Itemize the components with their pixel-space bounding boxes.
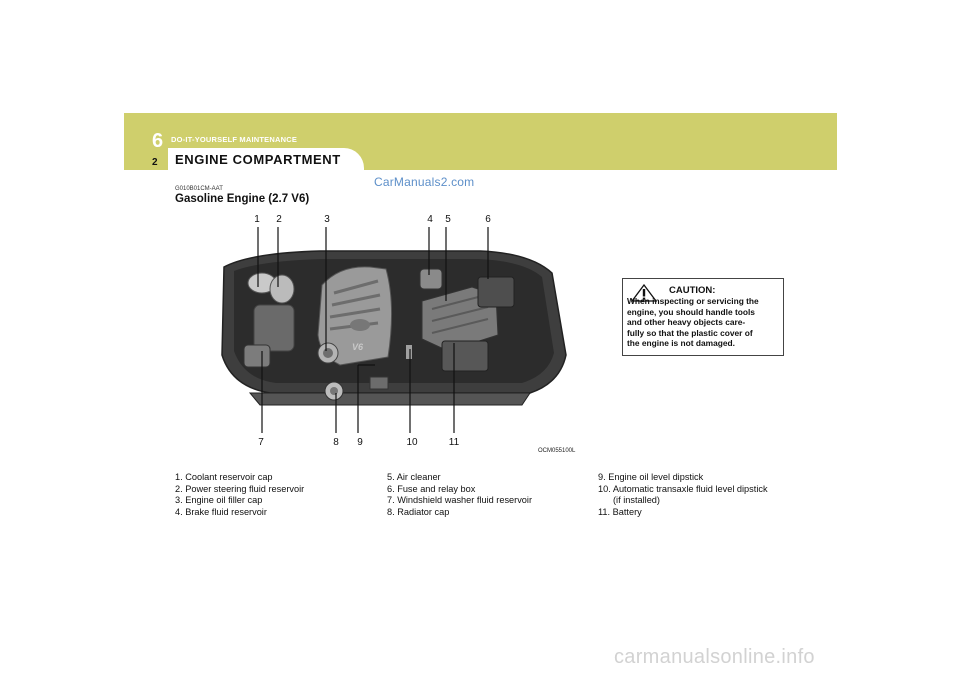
- callout-3: 3: [324, 214, 330, 225]
- figure-code: OCM055100L: [538, 448, 576, 454]
- engine-badge: V6: [352, 342, 364, 352]
- watermark-bottom: carmanualsonline.info: [614, 646, 815, 668]
- legend-item: 11. Battery: [598, 506, 642, 517]
- callout-6: 6: [485, 214, 491, 225]
- engine-figure: [210, 205, 590, 455]
- caution-line: engine, you should handle tools: [627, 306, 755, 317]
- callout-2: 2: [276, 214, 282, 225]
- legend-item: 2. Power steering fluid reservoir: [175, 483, 305, 494]
- legend-column-1: [175, 472, 304, 518]
- caution-title: CAUTION:: [669, 285, 716, 296]
- callout-11: 11: [448, 437, 460, 448]
- legend-item-continuation: (if installed): [613, 495, 660, 506]
- legend-column-2: [387, 472, 532, 518]
- caution-body: [627, 296, 781, 349]
- callout-1: 1: [254, 214, 260, 225]
- callout-5: 5: [445, 214, 451, 225]
- legend-item: 3. Engine oil filler cap: [175, 495, 263, 506]
- legend-item: 4. Brake fluid reservoir: [175, 506, 267, 517]
- legend-item: 5. Air cleaner: [387, 472, 441, 482]
- callout-10: 10: [406, 437, 418, 448]
- legend-column-3: [598, 472, 768, 518]
- caution-line: When inspecting or servicing the: [627, 296, 759, 306]
- chapter-number: 6: [152, 130, 164, 152]
- callout-8: 8: [333, 437, 339, 448]
- legend-item: 7. Windshield washer fluid reservoir: [387, 495, 533, 506]
- callout-4: 4: [427, 214, 433, 225]
- caution-box: [622, 278, 784, 356]
- caution-line: the engine is not damaged.: [627, 338, 735, 349]
- caution-line: fully so that the plastic cover of: [627, 327, 753, 338]
- callout-7: 7: [258, 437, 264, 448]
- subtitle: Gasoline Engine (2.7 V6): [175, 193, 310, 205]
- caution-line: and other heavy objects care-: [627, 317, 746, 328]
- legend-item: 10. Automatic transaxle fluid level dipstick: [598, 483, 768, 494]
- legend-item: 6. Fuse and relay box: [387, 483, 476, 494]
- engine-illustration: [210, 205, 590, 455]
- watermark-link[interactable]: CarManuals2.com: [374, 175, 475, 189]
- callout-9: 9: [357, 437, 363, 448]
- page-number: 2: [152, 157, 158, 168]
- section-title: ENGINE COMPARTMENT: [175, 152, 341, 167]
- legend-item: 8. Radiator cap: [387, 506, 450, 517]
- chapter-title: DO-IT-YOURSELF MAINTENANCE: [171, 135, 298, 144]
- document-code: G010B01CM-AAT: [175, 186, 223, 192]
- legend-item: 1. Coolant reservoir cap: [175, 472, 273, 482]
- legend-item: 9. Engine oil level dipstick: [598, 472, 704, 482]
